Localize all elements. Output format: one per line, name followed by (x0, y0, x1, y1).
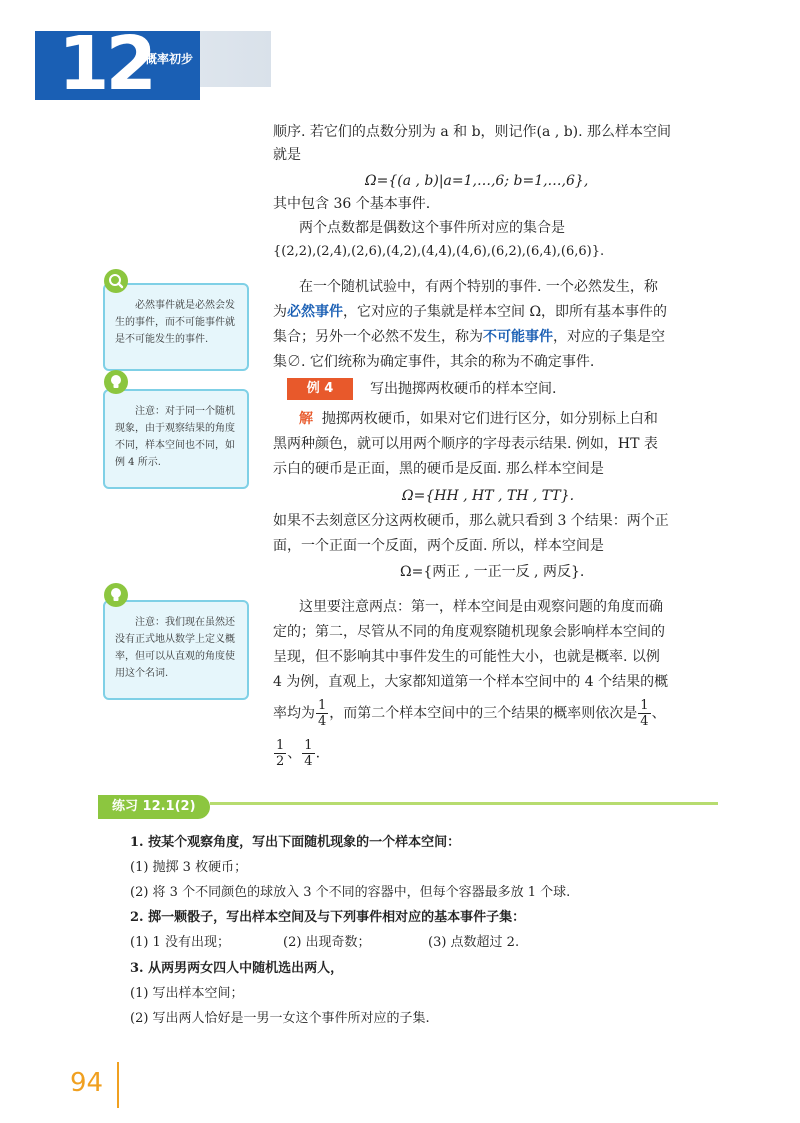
exercise-q1-text: 1. 按某个观察角度，写出下面随机现象的一个样本空间： (130, 835, 461, 850)
exercise-q2-1: (1) 1 没有出现； (130, 935, 230, 950)
fraction-one-quarter (316, 698, 328, 729)
keyword-impossible-event: 不可能事件 (483, 329, 553, 345)
exercise-q2 (130, 906, 525, 930)
fraction-numerator: 1 (640, 698, 649, 713)
side-note-3 (103, 600, 249, 700)
fraction-numerator: 1 (276, 738, 285, 753)
side-note-3-text: 注意：我们现在虽然还没有正式地从数学上定义概率，但可以从直观的角度使用这个名词. (115, 617, 235, 679)
p4-line5 (273, 698, 666, 729)
p4-line5-b: ，而第二个样本空间中的三个结果的概率则依次是 (329, 705, 638, 722)
p1-line2: 就是 (273, 147, 301, 163)
chapter-title: 概率初步 (145, 52, 194, 66)
solution-line3: 示白的硬币是正面，黑的硬币是反面. 那么样本空间是 (273, 461, 604, 477)
p4-line1: 这里要注意两点：第一，样本空间是由观察问题的角度而确 (299, 599, 663, 615)
exercise-q2-2: (2) 出现奇数； (283, 935, 371, 950)
solution-line1-text: 抛掷两枚硬币，如果对它们进行区分，如分别标上白和 (321, 411, 658, 427)
exercise-title: 练习 12.1(2) (98, 795, 210, 819)
p3-line2 (273, 301, 667, 323)
solution-line4: 如果不去刻意区分这两枚硬币，那么就只看到 3 个结果：两个正 (273, 513, 669, 529)
p1-line3: 其中包含 36 个基本事件. (273, 196, 431, 212)
p3-line2-b: ，它对应的子集就是样本空间 Ω，即所有基本事件的 (343, 304, 668, 320)
formula-omega-dice: Ω={(a , b)|a=1,…,6; b=1,…,6}, (365, 173, 589, 189)
p4-line2: 定的；第二，尽管从不同的角度观察随机现象会影响样本空间的 (273, 624, 665, 640)
p2-line2: {(2,2),(2,4),(2,6),(4,2),(4,4),(4,6),(6,2),(6,4),(6,6)}. (273, 244, 605, 259)
fraction-one-quarter (638, 698, 650, 729)
side-note-2-text: 注意：对于同一个随机现象，由于观察结果的角度不同，样本空间也不同，如例 4 所示. (115, 406, 235, 468)
formula-omega-coins: Ω={HH , HT , TH , TT}. (402, 488, 575, 504)
exercise-q2-text: 2. 掷一颗骰子，写出样本空间及与下列事件相对应的基本事件子集： (130, 910, 526, 925)
exercise-q2-3: (3) 点数超过 2. (428, 935, 520, 950)
side-note-1-text: 必然事件就是必然会发生的事件，而不可能事件就是不可能发生的事件. (115, 300, 235, 345)
page-number-divider (117, 1062, 119, 1108)
fraction-denominator: 4 (318, 714, 327, 729)
lightbulb-icon (104, 370, 128, 394)
p4-sep: 、 (287, 745, 302, 762)
p4-line6 (273, 738, 320, 769)
example-4-question: 写出抛掷两枚硬币的样本空间. (370, 381, 557, 397)
p3-line1: 在一个随机试验中，有两个特别的事件. 一个必然发生，称 (299, 279, 658, 295)
p1-line1: 顺序. 若它们的点数分别为 a 和 b，则记作(a , b). 那么样本空间 (273, 124, 672, 140)
p3-line4: 集∅. 它们统称为确定事件，其余的称为不确定事件. (273, 354, 595, 370)
fraction-numerator: 1 (318, 698, 327, 713)
fraction-denominator: 4 (640, 714, 649, 729)
page-number: 94 (70, 1068, 104, 1098)
exercise-q1-1: (1) 抛掷 3 枚硬币； (130, 860, 248, 875)
p4-line3: 呈现，但不影响其中事件发生的可能性大小，也就是概率. 以例 (273, 649, 660, 665)
side-note-2 (103, 389, 249, 489)
search-icon (104, 269, 128, 293)
formula-omega-coins-unordered: Ω={两正 , 一正一反 , 两反}. (400, 564, 585, 580)
exercise-q1 (130, 831, 460, 855)
p4-sep: 、 (651, 705, 666, 722)
p3-line3-a: 集合；另外一个必然不发生，称为 (273, 329, 483, 345)
fraction-denominator: 4 (304, 754, 313, 769)
p2-line1: 两个点数都是偶数这个事件所对应的集合是 (299, 220, 565, 236)
solution-line2: 黑两种颜色，就可以用两个顺序的字母表示结果. 例如，HT 表 (273, 436, 658, 452)
fraction-numerator: 1 (304, 738, 313, 753)
solution-line5: 面，一个正面一个反面，两个反面. 所以，样本空间是 (273, 538, 604, 554)
chapter-number: 12 (58, 21, 153, 107)
p4-end: . (315, 745, 321, 762)
solution-label: 解 (299, 411, 313, 427)
fraction-one-quarter (302, 738, 314, 769)
p3-line3-b: ，对应的子集是空 (553, 329, 665, 345)
p3-line3 (273, 326, 665, 348)
exercise-q3-text: 3. 从两男两女四人中随机选出两人， (130, 961, 344, 976)
keyword-certain-event: 必然事件 (287, 304, 343, 320)
fraction-denominator: 2 (276, 754, 285, 769)
exercise-q1-2: (2) 将 3 个不同颜色的球放入 3 个不同的容器中，但每个容器最多放 1 个球. (130, 885, 571, 900)
p4-line4: 4 为例，直观上，大家都知道第一个样本空间中的 4 个结果的概 (273, 674, 669, 690)
exercise-q3 (130, 957, 343, 981)
exercise-q3-1: (1) 写出样本空间； (130, 986, 244, 1001)
p3-line2-a: 为 (273, 304, 287, 320)
solution-line1 (299, 408, 658, 430)
fraction-one-half (274, 738, 286, 769)
exercise-q3-2: (2) 写出两人恰好是一男一女这个事件所对应的子集. (130, 1011, 430, 1026)
lightbulb-icon (104, 583, 128, 607)
example-4-label: 例 4 (287, 378, 353, 400)
exercise-divider (210, 802, 718, 805)
side-note-1 (103, 283, 249, 371)
p4-line5-a: 率均为 (273, 705, 315, 722)
